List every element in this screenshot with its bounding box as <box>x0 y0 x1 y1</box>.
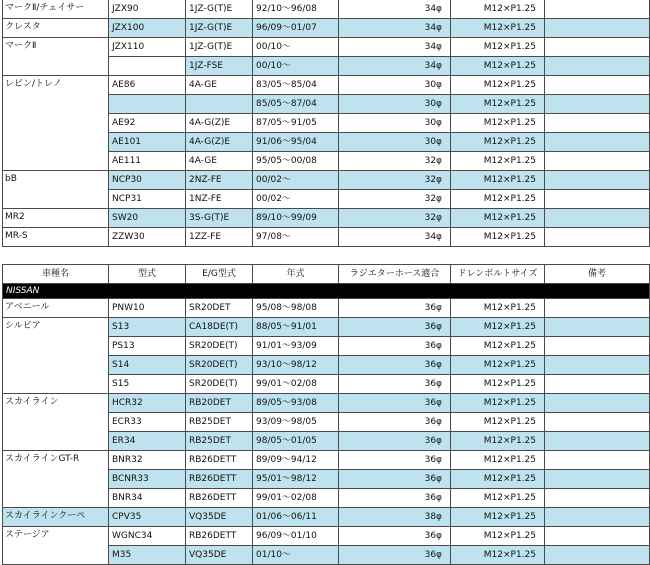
engine-cell: RB26DETT <box>186 527 253 546</box>
table-row <box>3 0 650 19</box>
model-cell: JZX110 <box>109 38 186 57</box>
hose-cell: 34φ <box>339 57 451 76</box>
table-row <box>3 76 650 95</box>
model-cell: PS13 <box>109 337 186 356</box>
car-name-cell: ステージア <box>3 527 109 565</box>
note-cell <box>545 57 650 76</box>
table-row <box>3 394 650 413</box>
table-row <box>3 508 650 527</box>
engine-cell: VQ35DE <box>186 546 253 565</box>
bolt-cell: M12×P1.25 <box>451 152 545 171</box>
note-cell <box>545 209 650 228</box>
engine-cell: SR20DET <box>186 299 253 318</box>
note-cell <box>545 432 650 451</box>
model-cell: ER34 <box>109 432 186 451</box>
note-cell <box>545 508 650 527</box>
model-cell: ECR33 <box>109 413 186 432</box>
year-cell: 89/05〜93/08 <box>253 394 339 413</box>
table-row <box>3 171 650 190</box>
hose-cell: 36φ <box>339 394 451 413</box>
engine-cell: 1JZ-G(T)E <box>186 0 253 19</box>
bolt-cell: M12×P1.25 <box>451 546 545 565</box>
bolt-cell: M12×P1.25 <box>451 209 545 228</box>
year-cell: 01/06〜06/11 <box>253 508 339 527</box>
hose-cell: 36φ <box>339 318 451 337</box>
year-cell: 98/05〜01/05 <box>253 432 339 451</box>
note-cell <box>545 356 650 375</box>
year-cell: 97/08〜 <box>253 228 339 247</box>
note-cell <box>545 394 650 413</box>
header-model: 型式 <box>109 265 186 284</box>
model-cell: BNR32 <box>109 451 186 470</box>
table-row <box>3 451 650 470</box>
note-cell <box>545 546 650 565</box>
engine-cell: SR20DE(T) <box>186 337 253 356</box>
car-name-cell: マークⅡ/チェイサー <box>3 0 109 19</box>
bolt-cell: M12×P1.25 <box>451 451 545 470</box>
maker-row <box>3 284 650 299</box>
year-cell: 85/05〜87/04 <box>253 95 339 114</box>
engine-cell: RB26DETT <box>186 489 253 508</box>
model-cell: NCP30 <box>109 171 186 190</box>
model-cell: M35 <box>109 546 186 565</box>
engine-cell: VQ35DE <box>186 508 253 527</box>
table-row <box>3 209 650 228</box>
header-engine: E/G型式 <box>186 265 253 284</box>
note-cell <box>545 375 650 394</box>
car-name-cell: スカイライン <box>3 394 109 451</box>
header-year: 年式 <box>253 265 339 284</box>
note-cell <box>545 470 650 489</box>
year-cell: 96/09〜01/10 <box>253 527 339 546</box>
engine-cell: 2NZ-FE <box>186 171 253 190</box>
bolt-cell: M12×P1.25 <box>451 190 545 209</box>
header-car-name: 車種名 <box>3 265 109 284</box>
hose-cell: 36φ <box>339 451 451 470</box>
car-name-cell: シルビア <box>3 318 109 394</box>
note-cell <box>545 152 650 171</box>
bolt-cell: M12×P1.25 <box>451 489 545 508</box>
year-cell: 00/02〜 <box>253 190 339 209</box>
model-cell: JZX90 <box>109 0 186 19</box>
hose-cell: 36φ <box>339 356 451 375</box>
engine-cell: 3S-G(T)E <box>186 209 253 228</box>
model-cell: WGNC34 <box>109 527 186 546</box>
engine-cell: RB25DET <box>186 413 253 432</box>
car-name-cell: MR-S <box>3 228 109 247</box>
hose-cell: 38φ <box>339 508 451 527</box>
bolt-cell: M12×P1.25 <box>451 76 545 95</box>
year-cell: 00/10〜 <box>253 57 339 76</box>
model-cell: ZZW30 <box>109 228 186 247</box>
car-name-cell: MR2 <box>3 209 109 228</box>
year-cell: 00/02〜 <box>253 171 339 190</box>
engine-cell: 4A-GE <box>186 152 253 171</box>
bolt-cell: M12×P1.25 <box>451 413 545 432</box>
header-hose: ラジエターホース適合 <box>339 265 451 284</box>
bolt-cell: M12×P1.25 <box>451 470 545 489</box>
note-cell <box>545 299 650 318</box>
note-cell <box>545 489 650 508</box>
bolt-cell: M12×P1.25 <box>451 114 545 133</box>
table-row <box>3 228 650 247</box>
car-name-cell: アベニール <box>3 299 109 318</box>
car-name-cell: bB <box>3 171 109 209</box>
bolt-cell: M12×P1.25 <box>451 508 545 527</box>
year-cell: 83/05〜85/04 <box>253 76 339 95</box>
engine-cell: RB26DETT <box>186 470 253 489</box>
bolt-cell: M12×P1.25 <box>451 527 545 546</box>
car-name-cell: レビン/トレノ <box>3 76 109 171</box>
year-cell: 95/05〜00/08 <box>253 152 339 171</box>
engine-cell: 1JZ-G(T)E <box>186 19 253 38</box>
note-cell <box>545 228 650 247</box>
engine-cell: 4A-GE <box>186 76 253 95</box>
note-cell <box>545 413 650 432</box>
model-cell: S15 <box>109 375 186 394</box>
bolt-cell: M12×P1.25 <box>451 318 545 337</box>
car-name-cell: クレスタ <box>3 19 109 38</box>
bolt-cell: M12×P1.25 <box>451 228 545 247</box>
year-cell: 87/05〜91/05 <box>253 114 339 133</box>
bolt-cell: M12×P1.25 <box>451 432 545 451</box>
note-cell <box>545 527 650 546</box>
hose-cell: 36φ <box>339 299 451 318</box>
note-cell <box>545 95 650 114</box>
note-cell <box>545 171 650 190</box>
bolt-cell: M12×P1.25 <box>451 375 545 394</box>
model-cell: AE92 <box>109 114 186 133</box>
engine-cell: RB26DETT <box>186 451 253 470</box>
bolt-cell: M12×P1.25 <box>451 95 545 114</box>
note-cell <box>545 0 650 19</box>
hose-cell: 30φ <box>339 76 451 95</box>
table-row <box>3 19 650 38</box>
year-cell: 01/10〜 <box>253 546 339 565</box>
hose-cell: 32φ <box>339 190 451 209</box>
bolt-cell: M12×P1.25 <box>451 57 545 76</box>
note-cell <box>545 190 650 209</box>
model-cell: S14 <box>109 356 186 375</box>
model-cell: HCR32 <box>109 394 186 413</box>
table-row <box>3 299 650 318</box>
model-cell: BNR34 <box>109 489 186 508</box>
bolt-cell: M12×P1.25 <box>451 0 545 19</box>
year-cell: 91/01〜93/09 <box>253 337 339 356</box>
bolt-cell: M12×P1.25 <box>451 394 545 413</box>
note-cell <box>545 19 650 38</box>
note-cell <box>545 114 650 133</box>
hose-cell: 32φ <box>339 171 451 190</box>
hose-cell: 36φ <box>339 546 451 565</box>
model-cell: AE101 <box>109 133 186 152</box>
bolt-cell: M12×P1.25 <box>451 171 545 190</box>
engine-cell: SR20DE(T) <box>186 356 253 375</box>
hose-cell: 36φ <box>339 470 451 489</box>
year-cell: 93/10〜98/12 <box>253 356 339 375</box>
year-cell: 99/01〜02/08 <box>253 489 339 508</box>
engine-cell: RB20DET <box>186 394 253 413</box>
car-name-cell: スカイラインクーペ <box>3 508 109 527</box>
year-cell: 89/10〜99/09 <box>253 209 339 228</box>
header-note: 備考 <box>545 265 650 284</box>
engine-cell: 1JZ-G(T)E <box>186 38 253 57</box>
note-cell <box>545 38 650 57</box>
note-cell <box>545 318 650 337</box>
year-cell: 93/09〜98/05 <box>253 413 339 432</box>
bolt-cell: M12×P1.25 <box>451 337 545 356</box>
model-cell: JZX100 <box>109 19 186 38</box>
hose-cell: 34φ <box>339 228 451 247</box>
header-bolt: ドレンボルトサイズ <box>451 265 545 284</box>
maker-label: NISSAN <box>3 284 650 299</box>
year-cell: 92/10〜96/08 <box>253 0 339 19</box>
hose-cell: 32φ <box>339 152 451 171</box>
car-name-cell: スカイラインGT-R <box>3 451 109 508</box>
hose-cell: 36φ <box>339 413 451 432</box>
hose-cell: 34φ <box>339 0 451 19</box>
hose-cell: 36φ <box>339 337 451 356</box>
engine-cell: 1NZ-FE <box>186 190 253 209</box>
bolt-cell: M12×P1.25 <box>451 38 545 57</box>
model-cell: PNW10 <box>109 299 186 318</box>
bolt-cell: M12×P1.25 <box>451 133 545 152</box>
model-cell <box>109 95 186 114</box>
hose-cell: 34φ <box>339 19 451 38</box>
table-row <box>3 38 650 57</box>
engine-cell: 4A-G(Z)E <box>186 133 253 152</box>
note-cell <box>545 133 650 152</box>
model-cell: NCP31 <box>109 190 186 209</box>
bolt-cell: M12×P1.25 <box>451 356 545 375</box>
model-cell: S13 <box>109 318 186 337</box>
hose-cell: 36φ <box>339 489 451 508</box>
engine-cell: RB25DET <box>186 432 253 451</box>
bolt-cell: M12×P1.25 <box>451 19 545 38</box>
model-cell: AE86 <box>109 76 186 95</box>
engine-cell: 1ZZ-FE <box>186 228 253 247</box>
note-cell <box>545 451 650 470</box>
year-cell: 91/06〜95/04 <box>253 133 339 152</box>
table-row <box>3 318 650 337</box>
year-cell: 89/09〜94/12 <box>253 451 339 470</box>
hose-cell: 30φ <box>339 114 451 133</box>
engine-cell: 1JZ-FSE <box>186 57 253 76</box>
engine-cell <box>186 95 253 114</box>
header-row <box>3 265 650 284</box>
hose-cell: 32φ <box>339 209 451 228</box>
year-cell: 88/05〜91/01 <box>253 318 339 337</box>
year-cell: 00/10〜 <box>253 38 339 57</box>
engine-cell: SR20DE(T) <box>186 375 253 394</box>
toyota-fitment-table <box>2 0 650 247</box>
note-cell <box>545 337 650 356</box>
model-cell: BCNR33 <box>109 470 186 489</box>
car-name-cell: マークⅡ <box>3 38 109 76</box>
hose-cell: 36φ <box>339 432 451 451</box>
hose-cell: 36φ <box>339 375 451 394</box>
bolt-cell: M12×P1.25 <box>451 299 545 318</box>
year-cell: 99/01〜02/08 <box>253 375 339 394</box>
engine-cell: CA18DE(T) <box>186 318 253 337</box>
model-cell: CPV35 <box>109 508 186 527</box>
year-cell: 95/08〜98/08 <box>253 299 339 318</box>
engine-cell: 4A-G(Z)E <box>186 114 253 133</box>
hose-cell: 30φ <box>339 133 451 152</box>
note-cell <box>545 76 650 95</box>
year-cell: 96/09〜01/07 <box>253 19 339 38</box>
model-cell: AE111 <box>109 152 186 171</box>
model-cell: SW20 <box>109 209 186 228</box>
year-cell: 95/01〜98/12 <box>253 470 339 489</box>
table-row <box>3 527 650 546</box>
hose-cell: 30φ <box>339 95 451 114</box>
model-cell <box>109 57 186 76</box>
hose-cell: 34φ <box>339 38 451 57</box>
hose-cell: 36φ <box>339 527 451 546</box>
nissan-fitment-table <box>2 264 650 565</box>
